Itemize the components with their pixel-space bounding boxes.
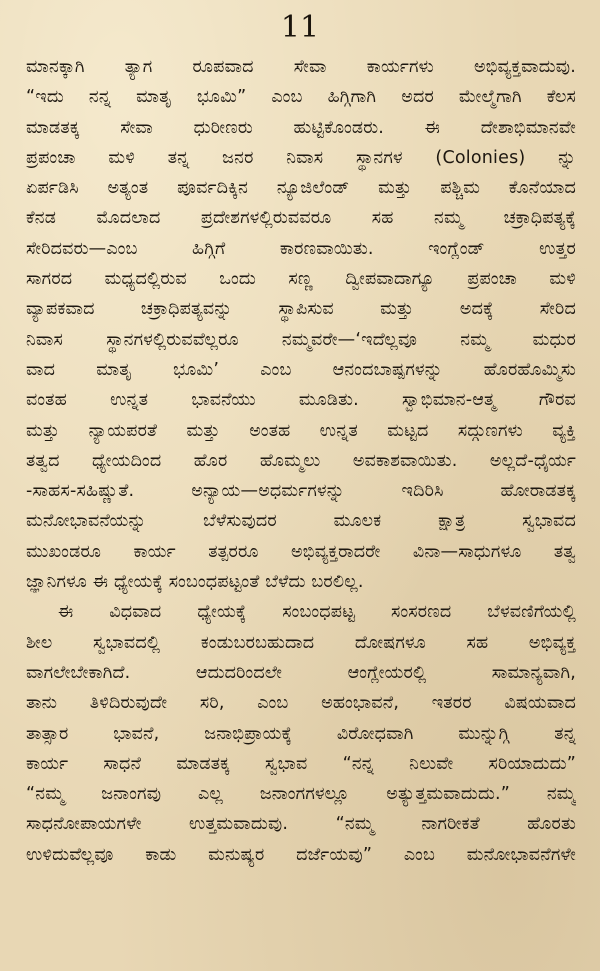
text-line: ಈ ವಿಧವಾದ ಧ್ಯೇಯಕ್ಕೆ ಸಂಬಂಧಪಟ್ಟ ಸಂಸರಣದ ಬೆಳವಣಿಗೆಯಲ್ಲಿ <box>58 602 576 623</box>
body-text <box>26 52 576 870</box>
text-line: ಉಳಿದುವೆಲ್ಲವೂ ಕಾಡು ಮನುಷ್ಯರ ದರ್ಜೆಯವು” ಎಂಬ ಮನೋಭಾವನೆಗಳೇ <box>26 844 576 865</box>
text-line: ತಾತ್ಸಾರ ಭಾವನೆ, ಜನಾಭಿಪ್ರಾಯಕ್ಕೆ ವಿರೋಧವಾಗಿ ಮುನ್ನುಗ್ಗಿ ತನ್ನ <box>26 723 576 744</box>
text-line: ವಾದ ಮಾತೃ ಭೂಮಿ’ ಎಂಬ ಆನಂದಬಾಷ್ಪಗಳನ್ನು ಹೊರಹೊಮ್ಮಿಸು <box>26 359 576 380</box>
text-line: ಜ್ಞಾನಿಗಳೂ ಈ ಧ್ಯೇಯಕ್ಕೆ ಸಂಬಂಧಪಟ್ಟಂತೆ ಬೆಳೆದು ಬರಲಿಲ್ಲ. <box>26 572 364 593</box>
text-line: ಮಾಡತಕ್ಕ ಸೇವಾ ಧುರೀಣರು ಹುಟ್ಟಿಕೊಂಡರು. ಈ ದೇಶಾಭಿಮಾನವೇ <box>26 117 576 138</box>
text-line: “ನಮ್ಮ ಜನಾಂಗವು ಎಲ್ಲ ಜನಾಂಗಗಳಲ್ಲೂ ಅತ್ಯುತ್ತಮವಾದುದು.” ನಮ್ಮ <box>26 784 576 805</box>
text-line: ಏರ್ಪಡಿಸಿ ಅತ್ಯಂತ ಪೂರ್ವದಿಕ್ಕಿನ ನ್ಯೂಜಿಲೆಂಡ್ ಮತ್ತು ಪಶ್ಚಿಮ ಕೊನೆಯಾದ <box>26 178 576 199</box>
page-number: 11 <box>280 10 320 45</box>
text-line: ಸಾಧನೋಪಾಯಗಳೇ ಉತ್ತಮವಾದುವು. “ನಮ್ಮ ನಾಗರೀಕತೆ ಹೊರತು <box>26 814 576 835</box>
text-line: ಮತ್ತು ನ್ಯಾಯಪರತೆ ಮತ್ತು ಅಂತಹ ಉನ್ನತ ಮಟ್ಟದ ಸದ್ಗುಣಗಳು ವ್ಯಕ್ತಿ <box>26 420 576 441</box>
text-line: ವಾಗಲೇಬೇಕಾಗಿದೆ. ಆದುದರಿಂದಲೇ ಆಂಗ್ಲೇಯರಲ್ಲಿ ಸಾಮಾನ್ಯವಾಗಿ, <box>26 662 576 683</box>
text-line: ವ್ಯಾಪಕವಾದ ಚಕ್ರಾಧಿಪತ್ಯವನ್ನು ಸ್ಥಾಪಿಸುವ ಮತ್ತು ಅದಕ್ಕೆ ಸೇರಿದ <box>26 299 576 320</box>
text-line: ತಾನು ತಿಳಿದಿರುವುದೇ ಸರಿ, ಎಂಬ ಅಹಂಭಾವನೆ, ಇತರರ ವಿಷಯವಾದ <box>26 693 576 714</box>
text-line: ನಿವಾಸ ಸ್ಥಾನಗಳಲ್ಲಿರುವವೆಲ್ಲರೂ ನಮ್ಮವರೇ—‘ಇದೆಲ್ಲವೂ ನಮ್ಮ ಮಧುರ <box>26 329 576 350</box>
text-line: ಸೇರಿದವರು—ಎಂಬ ಹಿಗ್ಗಿಗೆ ಕಾರಣವಾಯಿತು. ಇಂಗ್ಲೆಂಡ್ ಉತ್ತರ <box>26 238 576 259</box>
text-line: ಶೀಲ ಸ್ವಭಾವದಲ್ಲಿ ಕಂಡುಬರಬಹುದಾದ ದೋಷಗಳೂ ಸಹ ಅಭಿವ್ಯಕ್ತ <box>26 632 576 653</box>
text-line: ಸಾಗರದ ಮಧ್ಯದಲ್ಲಿರುವ ಒಂದು ಸಣ್ಣ ದ್ವೀಪವಾದಾಗ್ಯೂ ಪ್ರಪಂಚಾ ಮಳಿ <box>26 269 576 290</box>
text-line: ಮುಖಂಡರೂ ಕಾರ್ಯ ತತ್ಪರರೂ ಅಭಿವ್ಯಕ್ತರಾದರೇ ವಿನಾ—ಸಾಧುಗಳೂ ತತ್ವ <box>26 541 576 562</box>
text-line: ಕೆನಡ ಮೊದಲಾದ ಪ್ರದೇಶಗಳಲ್ಲಿರುವವರೂ ಸಹ ನಮ್ಮ ಚಕ್ರಾಧಿಪತ್ಯಕ್ಕೆ <box>26 208 576 229</box>
text-line: “ಇದು ನನ್ನ ಮಾತೃ ಭೂಮಿ” ಎಂಬ ಹಿಗ್ಗಿಗಾಗಿ ಅದರ ಮೇಲ್ಮೆಗಾಗಿ ಕೆಲಸ <box>26 87 576 108</box>
text-line: ಪ್ರಪಂಚಾ ಮಳಿ ತನ್ನ ಜನರ ನಿವಾಸ ಸ್ಥಾನಗಳ (Colonies) ನ್ನು <box>26 147 576 168</box>
text-line: -ಸಾಹಸ-ಸಹಿಷ್ಣುತೆ. ಅನ್ಯಾಯ—ಅಧರ್ಮಗಳನ್ನು ಇದಿರಿಸಿ ಹೋರಾಡತಕ್ಕ <box>26 481 576 502</box>
text-line: ತತ್ವದ ಧ್ಯೇಯದಿಂದ ಹೊರ ಹೊಮ್ಮಲು ಅವಕಾಶವಾಯಿತು. ಅಲ್ಲದೆ-ಧೈರ್ಯ <box>26 450 576 471</box>
text-line: ಮಾನಕ್ಕಾಗಿ ತ್ಯಾಗ ರೂಪವಾದ ಸೇವಾ ಕಾರ್ಯಗಳು ಅಭಿವ್ಯಕ್ತವಾದುವು. <box>26 57 576 77</box>
text-line: ಕಾರ್ಯ ಸಾಧನೆ ಮಾಡತಕ್ಕ ಸ್ವಭಾವ “ನನ್ನ ನಿಲುವೇ ಸರಿಯಾದುದು” <box>26 753 576 774</box>
text-line: ವಂತಹ ಉನ್ನತ ಭಾವನೆಯು ಮೂಡಿತು. ಸ್ವಾಭಿಮಾನ-ಆತ್ಮ ಗೌರವ <box>26 390 576 411</box>
text-line: ಮನೋಭಾವನೆಯನ್ನು ಬೆಳೆಸುವುದರ ಮೂಲಕ ಕ್ಷಾತ್ರ ಸ್ವಭಾವದ <box>26 511 576 532</box>
